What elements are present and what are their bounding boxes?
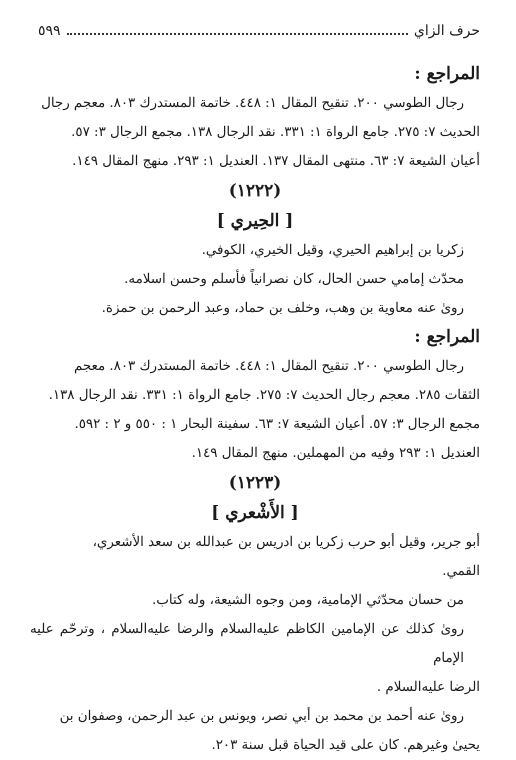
entry-line: رویٰ عنه معاوية بن وهب، وخلف بن حماد، وعبد الرحمن بن حمزة. — [101, 301, 464, 316]
entry-line: أبو جرير، وقيل أبو حرب زكريا بن ادريس بن عبدالله بن سعد الأشعري، — [92, 535, 480, 550]
entry-name: [ الأَشْعري ] — [211, 503, 299, 523]
entry-number: (١٢٢٣) — [228, 473, 282, 493]
chapter-title: حرف الزاي — [413, 23, 480, 39]
reference-line: مجمع الرجال ٣: ٥٧. أعيان الشيعة ٧: ٦٣. سفينة البحار ١ : ٥٥٠ و ٢ : ٥٩٢. — [74, 417, 480, 432]
entry-line: رویٰ كذلك عن الإمامين الكاظم عليه‌السلام والرضا عليه‌السلام ، وترحّم عليه الإمام — [30, 622, 464, 666]
entry-name: [ الحِيري ] — [216, 211, 294, 231]
reference-line: أعيان الشيعة ٧: ٦٣. منتهى المقال ١٣٧. العنديل ١: ٢٩٣. منهج المقال ١٤٩. — [72, 154, 480, 169]
header-dotted-leader — [67, 33, 408, 35]
reference-line: رجال الطوسي ٢٠٠. تنقيح المقال ١: ٤٤٨. خاتمة المستدرك ٨٠٣. معجم رجال — [41, 96, 464, 111]
page-body — [30, 60, 480, 760]
reference-line: الثقات ٢٨٥. معجم رجال الحديث ٧: ٢٧٥. جامع الرواة ١: ٣٣١. نقد الرجال ١٣٨. — [48, 388, 480, 403]
reference-line: العنديل ١: ٢٩٣ وفيه من المهملين. منهج المقال ١٤٩. — [191, 446, 480, 461]
entry-line: من حسان محدّثي الإمامية، ومن وجوه الشيعة، وله كتاب. — [152, 593, 464, 608]
entry-line: الرضا عليه‌السلام . — [376, 680, 480, 695]
entry-line: زكريا بن إبراهيم الحيري، وقيل الخيري، الكوفي. — [201, 243, 464, 258]
page-number: ٥٩٩ — [38, 23, 61, 39]
references-heading: المراجع : — [414, 327, 480, 347]
reference-line: رجال الطوسي ٢٠٠. تنقيح المقال ١: ٤٤٨. خاتمة المستدرك ٨٠٣. معجم — [73, 359, 464, 374]
references-heading: المراجع : — [414, 64, 480, 84]
entry-line: يحيىٰ وغيرهم. كان على قيد الحياة قبل سنة ٢٠٣. — [211, 738, 480, 753]
entry-line: رویٰ عنه أحمد بن محمد بن أبي نصر، ويونس بن عبد الرحمن، وصفوان بن — [59, 709, 464, 724]
entry-line: محدّث إمامي حسن الحال، كان نصرانياً فأسلم وحسن اسلامه. — [124, 272, 464, 287]
reference-line: الحديث ٧: ٢٧٥. جامع الرواة ١: ٣٣١. نقد الرجال ١٣٨. مجمع الرجال ٣: ٥٧. — [71, 125, 480, 140]
entry-number: (١٢٢٢) — [228, 181, 282, 201]
page-header — [38, 20, 480, 42]
entry-line: القمي. — [442, 564, 480, 579]
